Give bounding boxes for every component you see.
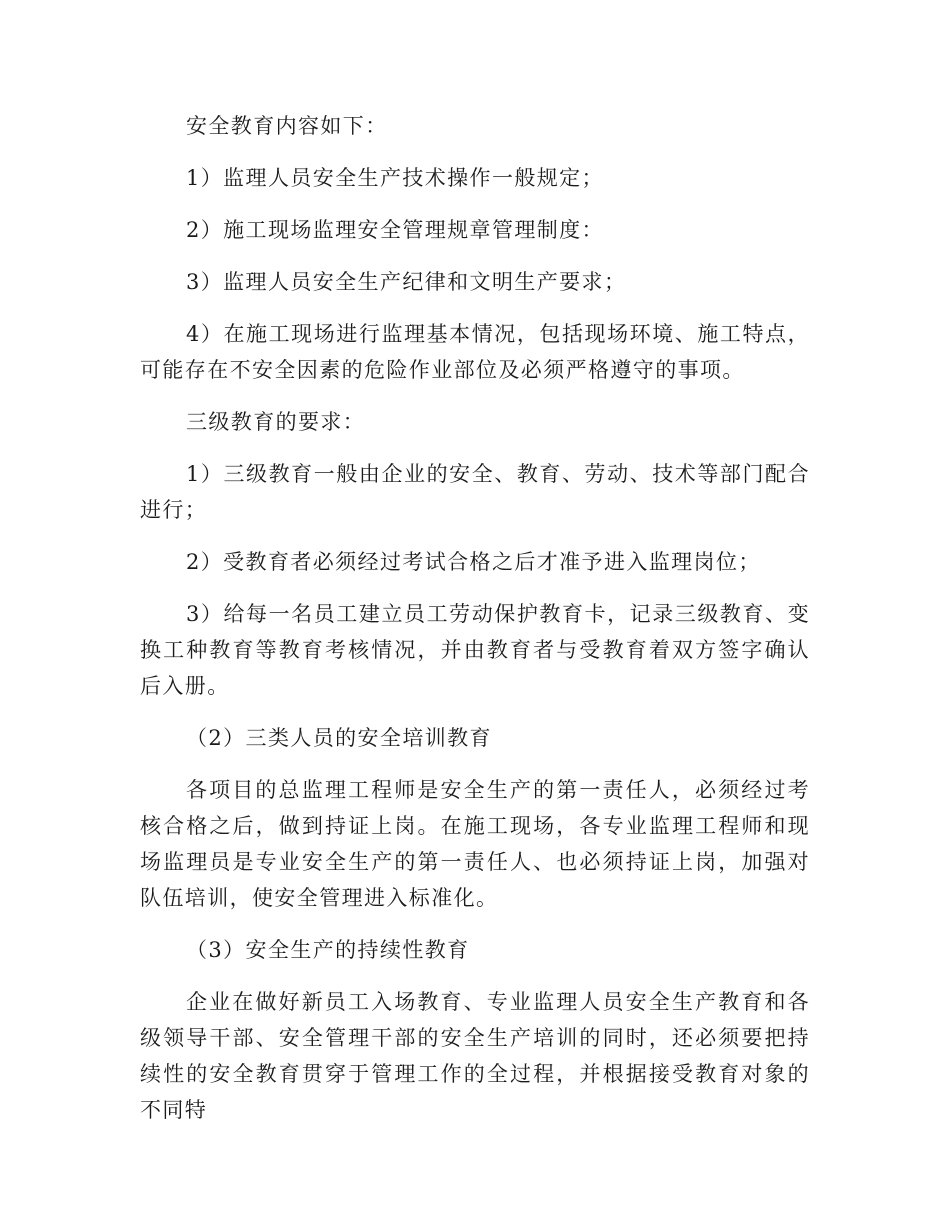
section-heading: （2）三类人员的安全培训教育 [186,726,492,750]
paragraph-intro: 安全教育内容如下： [186,114,388,138]
paragraph-body: 各项目的总监理工程师是安全生产的第一责任人，必须经过考核合格之后，做到持证上岗。在施工现场，各专业监理工程师和现场监理员是专业安全生产的第一责任人、也必须持证上岗，加强对队伍培训，使安全管理进入标准化。 [140,778,810,910]
list-item: 3）给每一名员工建立员工劳动保护教育卡，记录三级教育、变换工种教育等教育考核情况，并由教育者与受教育着双方签字确认后入册。 [140,602,810,698]
list-item: 2）受教育者必须经过考试合格之后才准予进入监理岗位； [186,550,761,574]
paragraph-body: 企业在做好新员工入场教育、专业监理人员安全生产教育和各级领导干部、安全管理干部的安全生产培训的同时，还必须要把持续性的安全教育贯穿于管理工作的全过程，并根据接受教育对象的不同特 [140,990,810,1122]
list-item: 1）三级教育一般由企业的安全、教育、劳动、技术等部门配合进行； [140,462,810,522]
list-item: 1）监理人员安全生产技术操作一般规定； [186,166,604,190]
document-body [140,108,810,1128]
list-item: 3）监理人员安全生产纪律和文明生产要求； [186,270,627,294]
section-heading: （3）安全生产的持续性教育 [186,938,470,962]
list-item: 2）施工现场监理安全管理规章管理制度： [186,218,604,242]
paragraph-requirements-title: 三级教育的要求： [186,410,366,434]
list-item: 4）在施工现场进行监理基本情况，包括现场环境、施工特点，可能存在不安全因素的危险作业部位及必须严格遵守的事项。 [140,322,810,382]
